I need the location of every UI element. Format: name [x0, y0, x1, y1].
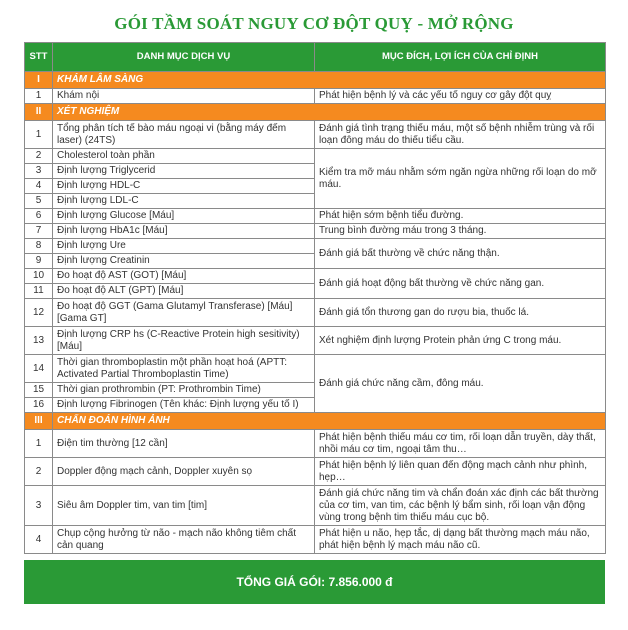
service-name: Định lượng CRP hs (C-Reactive Protein high sesitivity) [Máu] — [53, 327, 315, 355]
row-number: 1 — [25, 89, 53, 104]
service-name: Định lượng LDL-C — [53, 194, 315, 209]
section-title: XÉT NGHIỆM — [53, 104, 606, 121]
row-number: 13 — [25, 327, 53, 355]
service-name: Siêu âm Doppler tim, van tim [tim] — [53, 486, 315, 526]
service-name: Cholesterol toàn phần — [53, 149, 315, 164]
row-number: 6 — [25, 209, 53, 224]
table-row — [25, 355, 606, 383]
service-name: Định lượng Glucose [Máu] — [53, 209, 315, 224]
table-row — [25, 430, 606, 458]
service-purpose: Phát hiện bệnh lý liên quan đến động mạch cảnh như phình, hẹp… — [315, 458, 606, 486]
service-name: Đo hoạt độ AST (GOT) [Máu] — [53, 269, 315, 284]
service-name: Đo hoạt độ GGT (Gama Glutamyl Transferase) [Máu] [Gama GT] — [53, 299, 315, 327]
section-number: II — [25, 104, 53, 121]
row-number: 3 — [25, 164, 53, 179]
service-name: Đo hoạt độ ALT (GPT) [Máu] — [53, 284, 315, 299]
row-number: 2 — [25, 458, 53, 486]
row-number: 7 — [25, 224, 53, 239]
table-row — [25, 121, 606, 149]
table-row — [25, 526, 606, 554]
table-row — [25, 269, 606, 284]
section-row-imaging — [25, 413, 606, 430]
column-header-stt: STT — [25, 43, 53, 72]
table-header-row — [25, 43, 606, 72]
service-purpose: Đánh giá chức năng cầm, đông máu. — [315, 355, 606, 413]
row-number: 10 — [25, 269, 53, 284]
row-number: 2 — [25, 149, 53, 164]
table-row — [25, 149, 606, 164]
row-number: 3 — [25, 486, 53, 526]
service-purpose: Phát hiện sớm bệnh tiểu đường. — [315, 209, 606, 224]
service-name: Thời gian thromboplastin một phần hoạt hoá (APTT: Activated Partial Thromboplastin Time) — [53, 355, 315, 383]
service-name: Định lượng Creatinin — [53, 254, 315, 269]
column-header-purpose: MỤC ĐÍCH, LỢI ÍCH CỦA CHỈ ĐỊNH — [315, 43, 606, 72]
service-purpose: Kiểm tra mỡ máu nhằm sớm ngăn ngừa những rối loạn do mỡ máu. — [315, 149, 606, 209]
service-name: Định lượng Triglycerid — [53, 164, 315, 179]
service-purpose: Đánh giá hoạt động bất thường về chức năng gan. — [315, 269, 606, 299]
table-row — [25, 224, 606, 239]
row-number: 1 — [25, 121, 53, 149]
row-number: 5 — [25, 194, 53, 209]
section-row-lab-tests — [25, 104, 606, 121]
service-name: Doppler động mạch cảnh, Doppler xuyên sọ — [53, 458, 315, 486]
section-number: I — [25, 72, 53, 89]
service-purpose: Đánh giá tổn thương gan do rượu bia, thuốc lá. — [315, 299, 606, 327]
service-purpose: Đánh giá bất thường về chức năng thận. — [315, 239, 606, 269]
service-name: Tổng phân tích tế bào máu ngoại vi (bằng máy đếm laser) (24TS) — [53, 121, 315, 149]
section-title: CHẨN ĐOÁN HÌNH ẢNH — [53, 413, 606, 430]
row-number: 15 — [25, 383, 53, 398]
table-row — [25, 458, 606, 486]
service-purpose: Đánh giá chức năng tim và chẩn đoán xác định các bất thường của cơ tim, van tim, các bệnh lý bẩm sinh, rối loạn vận động vùng trong bệnh tim thiếu máu cục bộ. — [315, 486, 606, 526]
row-number: 14 — [25, 355, 53, 383]
row-number: 9 — [25, 254, 53, 269]
service-purpose: Xét nghiệm định lượng Protein phản ứng C trong máu. — [315, 327, 606, 355]
table-row — [25, 327, 606, 355]
table-row — [25, 209, 606, 224]
row-number: 16 — [25, 398, 53, 413]
service-purpose: Phát hiện bệnh thiếu máu cơ tim, rối loạn dẫn truyền, dày thất, nhồi máu cơ tim, ngoại tâm thu… — [315, 430, 606, 458]
row-number: 8 — [25, 239, 53, 254]
service-purpose: Trung bình đường máu trong 3 tháng. — [315, 224, 606, 239]
service-name: Định lượng Ure — [53, 239, 315, 254]
service-name: Thời gian prothrombin (PT: Prothrombin Time) — [53, 383, 315, 398]
column-header-service: DANH MỤC DỊCH VỤ — [53, 43, 315, 72]
row-number: 4 — [25, 179, 53, 194]
service-purpose: Đánh giá tình trạng thiếu máu, một số bệnh nhiễm trùng và rối loạn đông máu do thiếu tiểu cầu. — [315, 121, 606, 149]
service-purpose: Phát hiện bệnh lý và các yếu tố nguy cơ gây đột quỵ — [315, 89, 606, 104]
service-name: Điện tim thường [12 cần] — [53, 430, 315, 458]
service-name: Chụp cộng hưởng từ não - mạch não không tiêm chất cản quang — [53, 526, 315, 554]
total-price-banner: TỔNG GIÁ GÓI: 7.856.000 đ — [24, 560, 605, 604]
row-number: 11 — [25, 284, 53, 299]
table-row — [25, 486, 606, 526]
section-title: KHÁM LÂM SÀNG — [53, 72, 606, 89]
service-name: Khám nội — [53, 89, 315, 104]
table-row — [25, 299, 606, 327]
row-number: 12 — [25, 299, 53, 327]
service-name: Định lượng HbA1c [Máu] — [53, 224, 315, 239]
page-title: GÓI TẦM SOÁT NGUY CƠ ĐỘT QUỴ - MỞ RỘNG — [114, 14, 514, 33]
row-number: 4 — [25, 526, 53, 554]
section-row-clinical — [25, 72, 606, 89]
service-table — [24, 42, 606, 554]
service-name: Định lượng Fibrinogen (Tên khác: Định lượng yếu tố I) — [53, 398, 315, 413]
section-number: III — [25, 413, 53, 430]
table-row — [25, 89, 606, 104]
service-purpose: Phát hiện u não, hẹp tắc, dị dạng bất thường mạch máu não, phát hiện bệnh lý mạch máu não cũ. — [315, 526, 606, 554]
service-name: Định lượng HDL-C — [53, 179, 315, 194]
table-row — [25, 239, 606, 254]
row-number: 1 — [25, 430, 53, 458]
